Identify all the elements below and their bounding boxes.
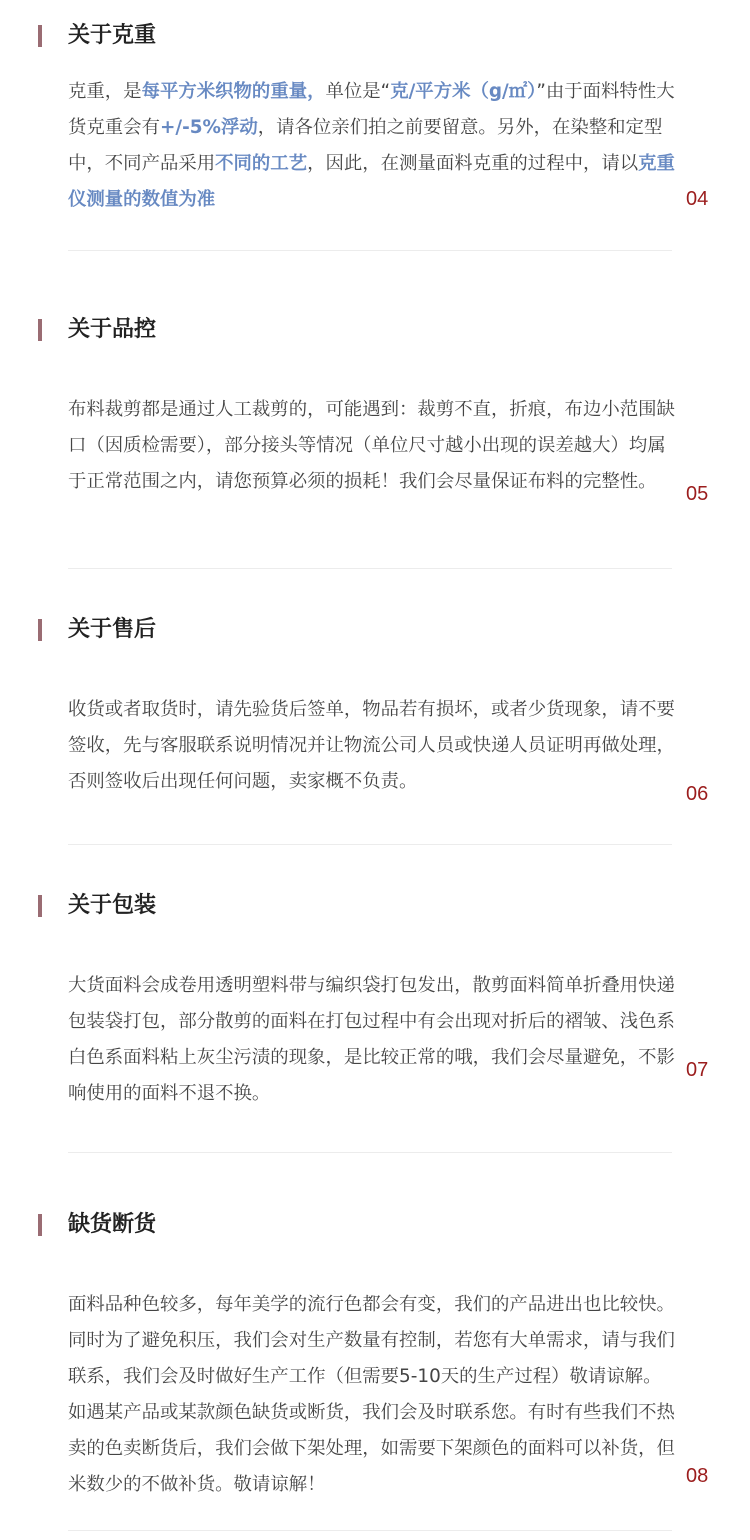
section-number: 05 <box>686 483 709 505</box>
body-text: 克重，是 <box>68 81 142 102</box>
title-accent-bar <box>38 1214 42 1236</box>
body-text: ”由于面料特性大货克重会有 <box>68 81 675 138</box>
section-divider <box>68 568 672 569</box>
section-body <box>68 692 676 800</box>
highlight-text: +/-5%浮动 <box>159 117 258 138</box>
section-title: 缺货断货 <box>68 1212 157 1237</box>
section-divider <box>68 1530 672 1531</box>
body-text: 单位是“ <box>325 81 391 102</box>
body-text: ，因此，在测量面料克重的过程中，请以 <box>307 153 639 174</box>
body-text: 布料裁剪都是通过人工裁剪的，可能遇到：裁剪不直，折痕，布边小范围缺口（因质检需要），部分接头等情况（单位尺寸越小出现的误差越大）均属于正常范围之内，请您预算必须的损耗！我们会尽量保证布料的完整性。 <box>68 399 675 492</box>
section-title: 关于售后 <box>68 617 157 642</box>
highlight-text: 不同的工艺 <box>215 153 308 174</box>
body-text: 收货或者取货时，请先验货后签单，物品若有损坏，或者少货现象，请不要签收，先与客服联系说明情况并让物流公司人员或快递人员证明再做处理，否则签收后出现任何问题，卖家概不负责。 <box>68 699 675 792</box>
section-number: 04 <box>686 188 709 210</box>
section-title: 关于包装 <box>68 893 157 918</box>
section-body <box>68 968 676 1112</box>
section-body <box>68 1287 676 1503</box>
body-text: 面料品种色较多，每年美学的流行色都会有变，我们的产品进出也比较快。同时为了避免积压，我们会对生产数量有控制，若您有大单需求，请与我们联系，我们会及时做好生产工作（但需要5-10天的生产过程）敬请谅解。如遇某产品或某款颜色缺货或断货，我们会及时联系您。有时有些我们不热卖的色卖断货后，我们会做下架处理，如需要下架颜色的面料可以补货，但米数少的不做补货。敬请谅解！ <box>68 1294 675 1495</box>
body-text: ，请各位亲们拍之前要留意。另外，在染整和定型中，不同产品采用 <box>68 117 663 174</box>
section-divider <box>68 844 672 845</box>
section-divider <box>68 1152 672 1153</box>
highlight-text: 克/平方米（g/㎡） <box>390 81 537 102</box>
section-number: 06 <box>686 783 709 805</box>
section-body <box>68 392 676 500</box>
highlight-text: 每平方米织物的重量， <box>141 81 326 102</box>
body-text: 大货面料会成卷用透明塑料带与编织袋打包发出，散剪面料简单折叠用快递包装袋打包，部分散剪的面料在打包过程中有会出现对折后的褶皱、浅色系白色系面料粘上灰尘污渍的现象，是比较正常的哦，我们会尽量避免，不影响使用的面料不退不换。 <box>68 975 675 1104</box>
title-accent-bar <box>38 895 42 917</box>
title-accent-bar <box>38 25 42 47</box>
section-body <box>68 74 676 218</box>
highlight-text: 克重仪测量的数值为准 <box>68 153 675 210</box>
title-accent-bar <box>38 619 42 641</box>
section-title: 关于品控 <box>68 317 157 342</box>
section-divider <box>68 250 672 251</box>
title-accent-bar <box>38 319 42 341</box>
section-title: 关于克重 <box>68 23 157 48</box>
section-number: 08 <box>686 1465 709 1487</box>
section-number: 07 <box>686 1059 709 1081</box>
